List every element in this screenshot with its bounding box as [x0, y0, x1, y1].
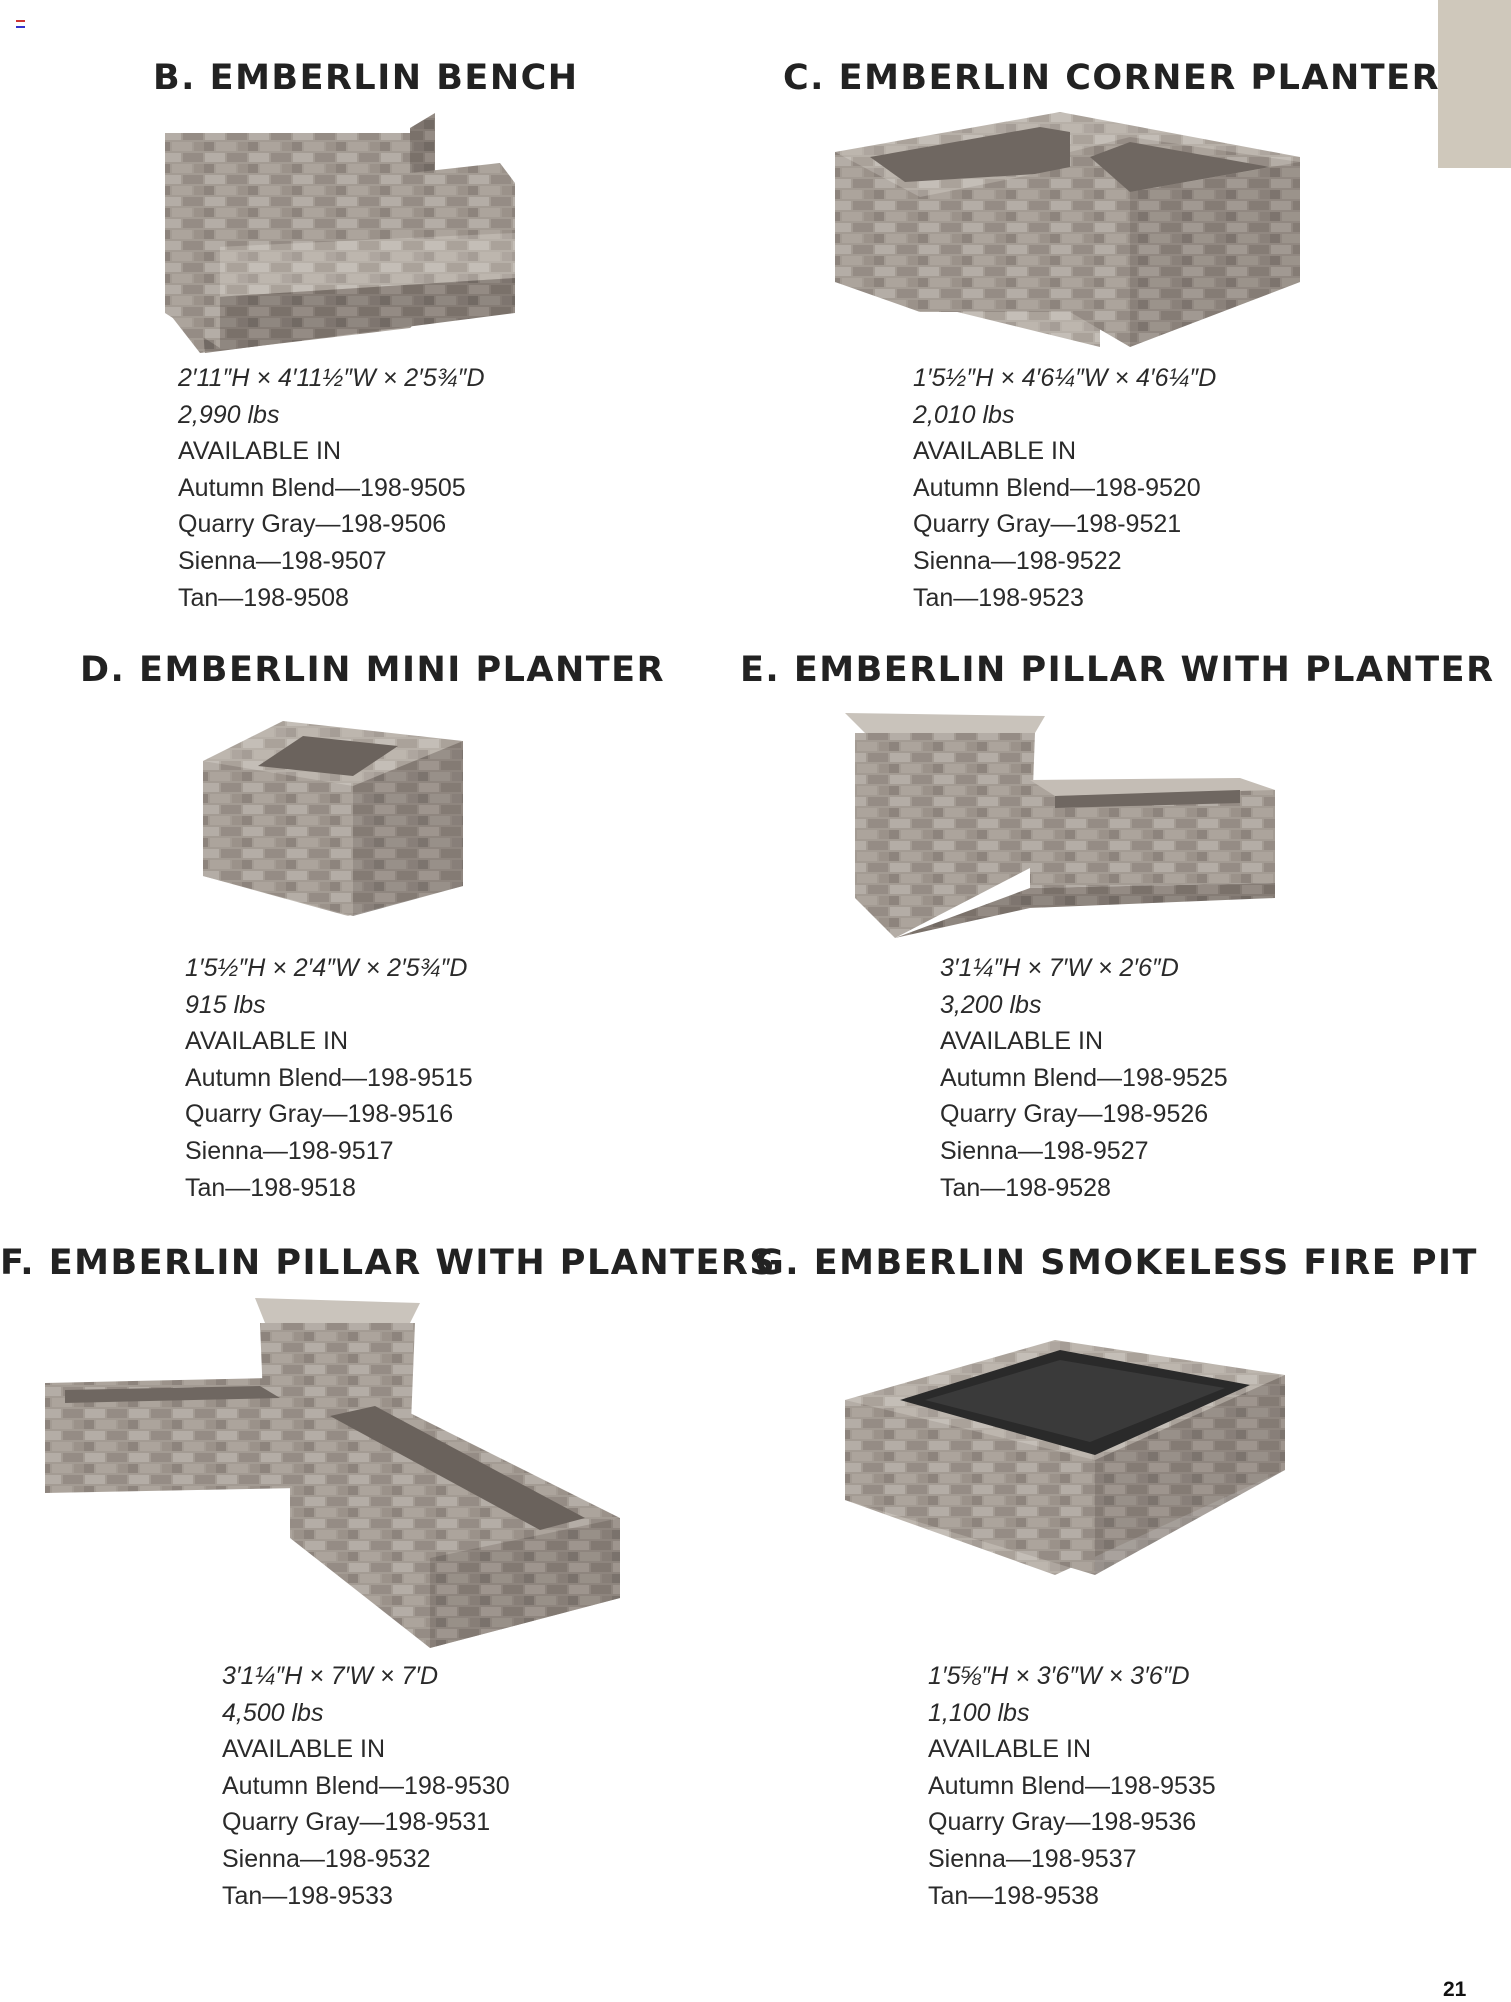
available-label: AVAILABLE IN: [928, 1735, 1092, 1764]
color-option: Tan—198-9508: [178, 583, 349, 612]
available-label: AVAILABLE IN: [913, 437, 1077, 466]
color-option: Quarry Gray—198-9531: [222, 1808, 491, 1837]
available-label: AVAILABLE IN: [940, 1027, 1104, 1056]
color-option: Autumn Blend—198-9515: [185, 1063, 473, 1092]
color-option: Sienna—198-9517: [185, 1136, 394, 1165]
color-option: Quarry Gray—198-9506: [178, 510, 447, 539]
product-dimensions: 3′1¼″H × 7′W × 2′6″D: [940, 954, 1179, 982]
product-title: E. EMBERLIN PILLAR WITH PLANTER: [740, 650, 1495, 690]
color-option: Sienna—198-9527: [940, 1136, 1149, 1165]
emberlin-mini-planter-image: [198, 716, 468, 916]
available-label: AVAILABLE IN: [185, 1027, 349, 1056]
color-option: Tan—198-9538: [928, 1881, 1099, 1910]
color-option: Quarry Gray—198-9521: [913, 510, 1182, 539]
product-weight: 3,200 lbs: [940, 990, 1042, 1019]
color-option: Autumn Blend—198-9535: [928, 1771, 1216, 1800]
color-option: Autumn Blend—198-9505: [178, 473, 466, 502]
color-option: Quarry Gray—198-9516: [185, 1100, 454, 1129]
color-option: Sienna—198-9522: [913, 546, 1122, 575]
product-weight: 915 lbs: [185, 990, 266, 1019]
product-title: G. EMBERLIN SMOKELESS FIRE PIT: [755, 1243, 1478, 1283]
color-option: Autumn Blend—198-9525: [940, 1063, 1228, 1092]
page-number: 21: [1443, 1978, 1467, 2001]
product-dimensions: 3′1¼″H × 7′W × 7′D: [222, 1662, 439, 1690]
emberlin-pillar-with-planters-image: [40, 1298, 630, 1648]
color-option: Quarry Gray—198-9536: [928, 1808, 1197, 1837]
emberlin-smokeless-fire-pit-image: [840, 1330, 1290, 1575]
color-option: Autumn Blend—198-9520: [913, 473, 1201, 502]
color-option: Tan—198-9523: [913, 583, 1084, 612]
emberlin-bench-image: [160, 108, 520, 358]
product-title: C. EMBERLIN CORNER PLANTER: [783, 58, 1441, 98]
color-option: Tan—198-9518: [185, 1173, 356, 1202]
product-weight: 2,990 lbs: [178, 400, 280, 429]
color-option: Tan—198-9528: [940, 1173, 1111, 1202]
color-option: Tan—198-9533: [222, 1881, 393, 1910]
emberlin-corner-planter-image: [830, 112, 1310, 347]
color-option: Quarry Gray—198-9526: [940, 1100, 1209, 1129]
available-label: AVAILABLE IN: [222, 1735, 386, 1764]
color-option: Sienna—198-9537: [928, 1844, 1137, 1873]
color-option: Sienna—198-9507: [178, 546, 387, 575]
available-label: AVAILABLE IN: [178, 437, 342, 466]
product-title: B. EMBERLIN BENCH: [153, 58, 579, 98]
product-dimensions: 1′5½″H × 4′6¼″W × 4′6¼″D: [913, 364, 1217, 392]
color-option: Sienna—198-9532: [222, 1844, 431, 1873]
product-dimensions: 2′11″H × 4′11½″W × 2′5¾″D: [178, 364, 485, 392]
product-weight: 4,500 lbs: [222, 1698, 324, 1727]
product-title: D. EMBERLIN MINI PLANTER: [80, 650, 666, 690]
product-dimensions: 1′5½″H × 2′4″W × 2′5¾″D: [185, 954, 468, 982]
flag-icon: [16, 20, 25, 27]
color-option: Autumn Blend—198-9530: [222, 1771, 510, 1800]
section-tab: [1438, 0, 1511, 168]
product-weight: 1,100 lbs: [928, 1698, 1030, 1727]
product-weight: 2,010 lbs: [913, 400, 1015, 429]
product-dimensions: 1′5⅝″H × 3′6″W × 3′6″D: [928, 1662, 1190, 1690]
emberlin-pillar-with-planter-image: [845, 708, 1285, 938]
product-title: F. EMBERLIN PILLAR WITH PLANTERS: [0, 1243, 777, 1283]
